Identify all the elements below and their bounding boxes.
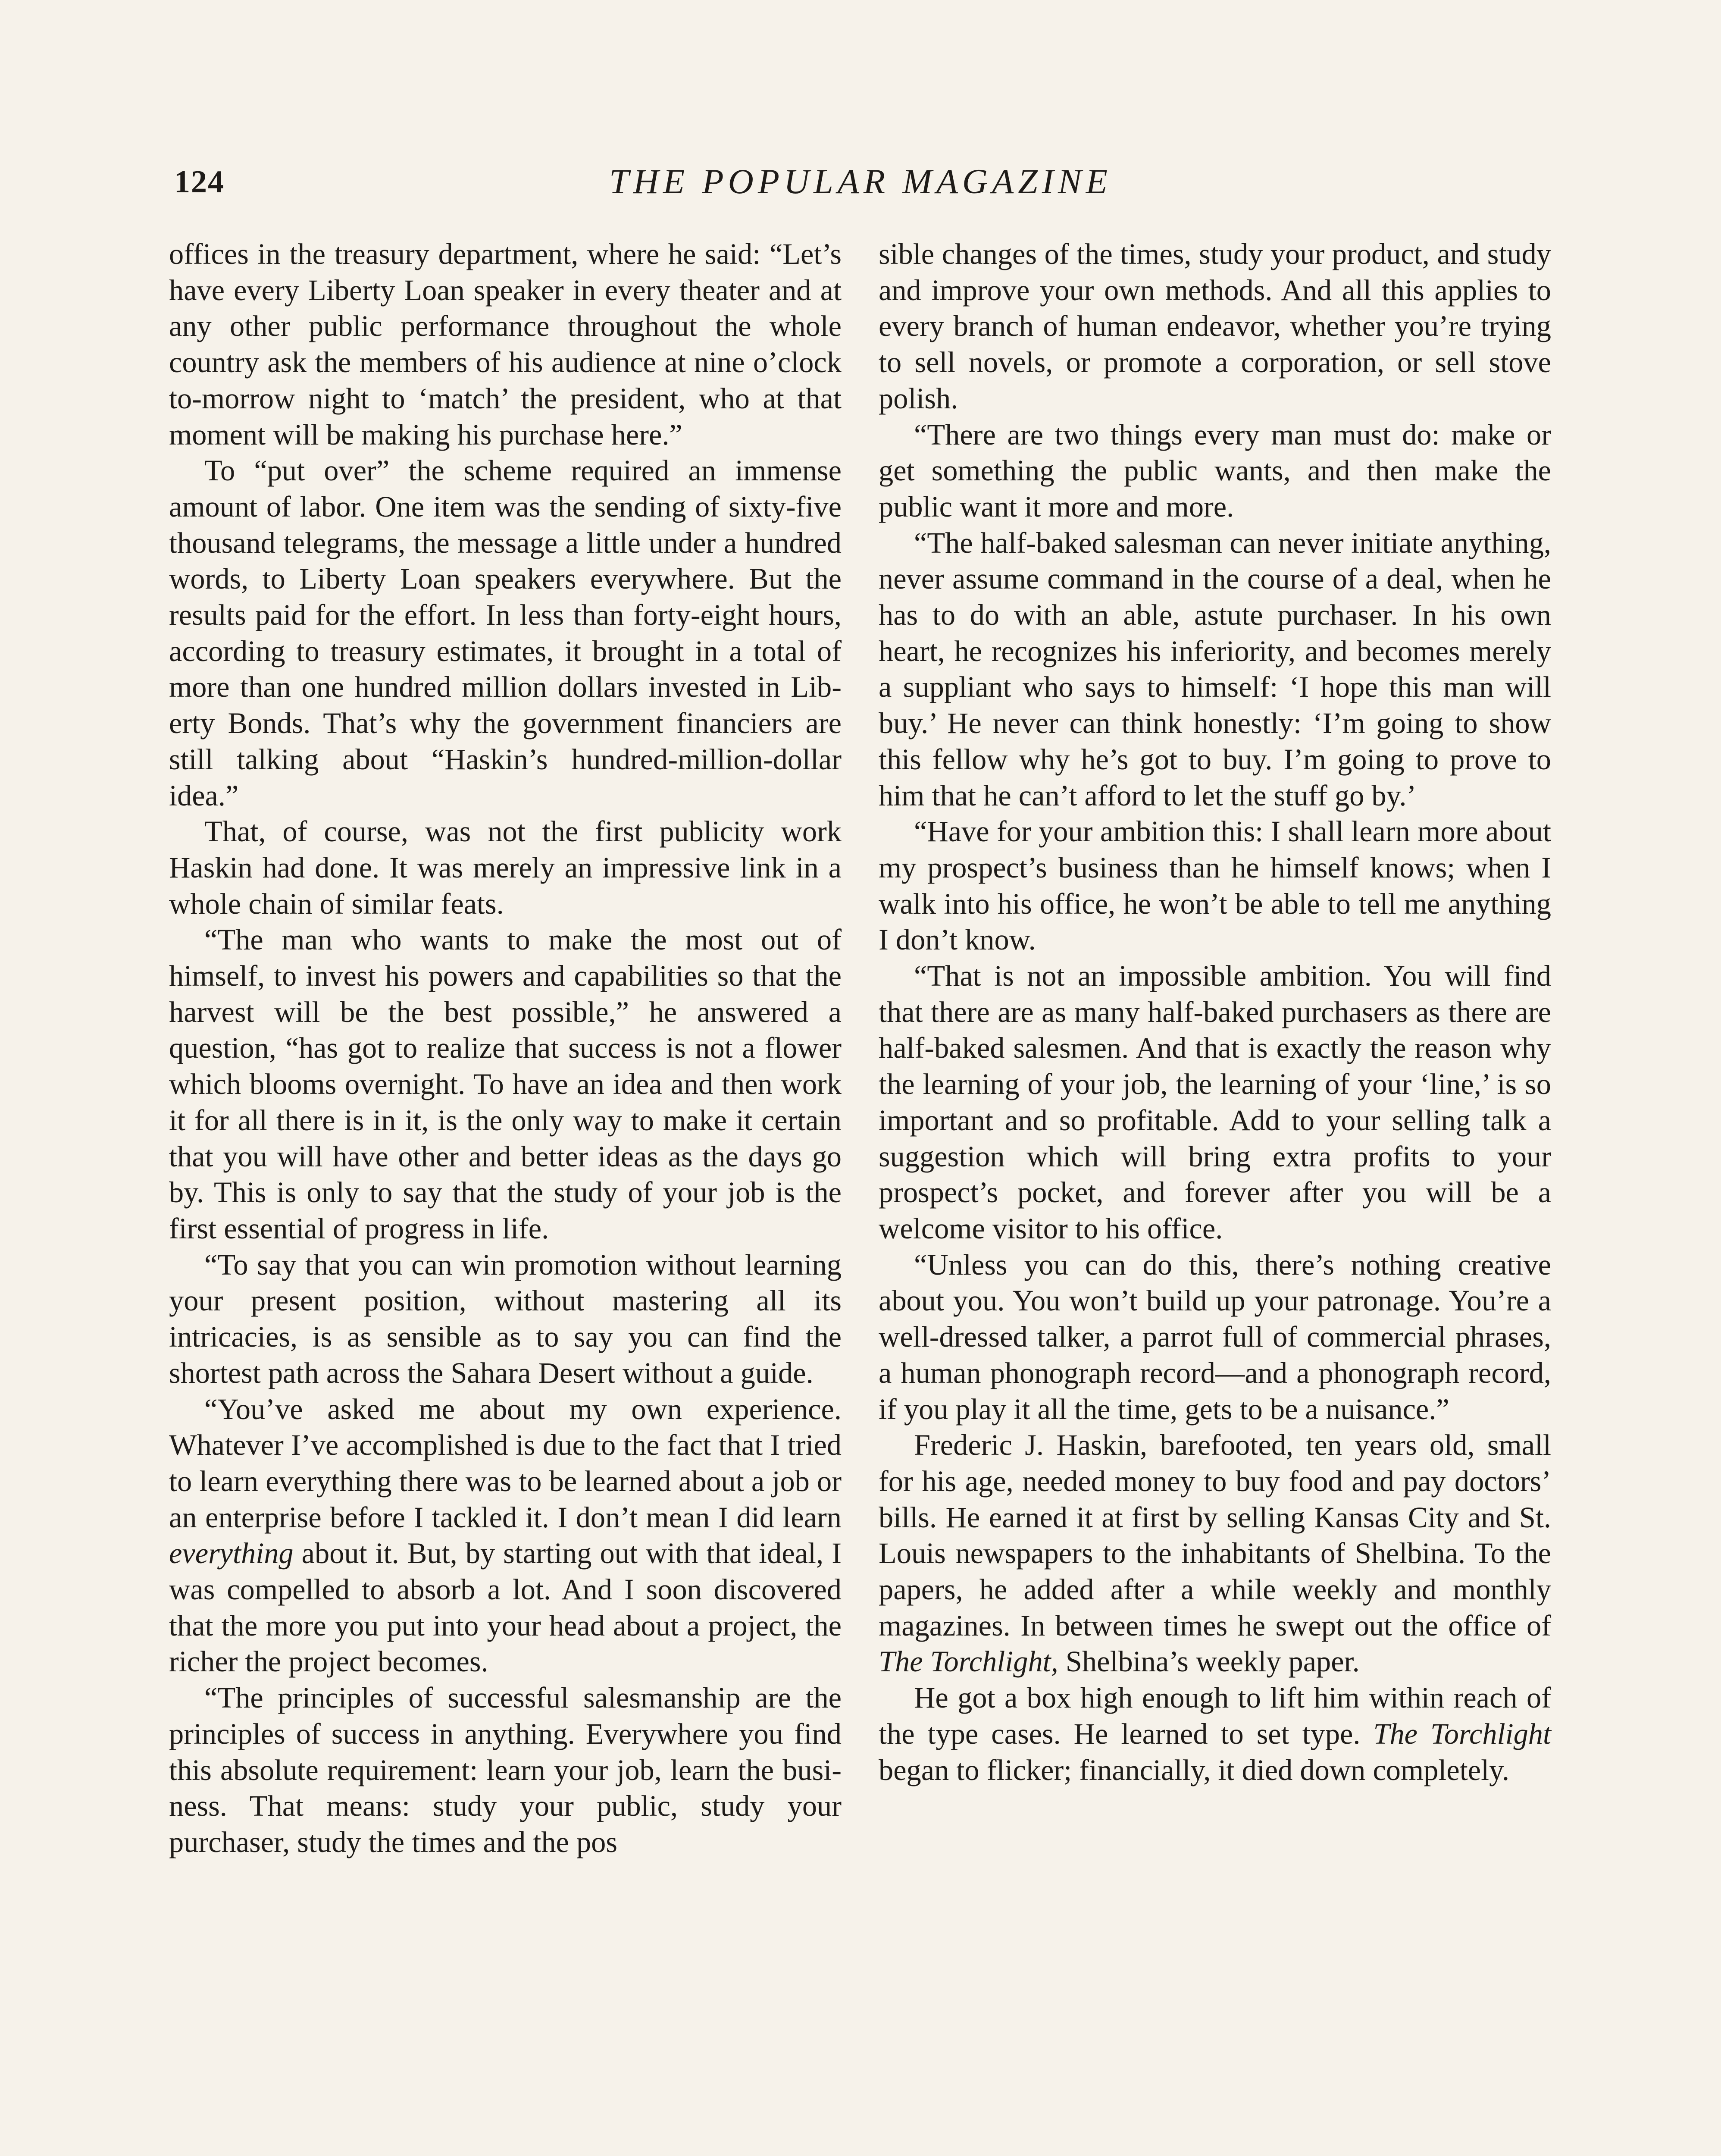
paragraph: “The principles of successful salesmanship are the principles of success in anything. Everywhere you find this absolute requirement: learn your job, learn the business. That means: study your public, study your purchaser, study the times and the pos bbox=[169, 1681, 842, 1858]
text-run: “You’ve asked me about my own experience. Whatever I’ve accomplished is due to the fact that I tried to learn everything there was to be learned about a job or an enterprise before I tackled it. I don’t mean I did learn bbox=[169, 1392, 842, 1534]
paragraph: “The half-baked salesman can never initiate anything, never assume command in the course of a deal, when he has to do with an able, astute purchaser. In his own heart, he recognizes his inferiority, and becomes merely a suppliant who says to himself: ‘I hope this man will buy.’ He never can think honestly: ‘I’m going to show this fellow why he’s got to buy. I’m going to prove to him that he can’t afford to let the stuff go by.’ bbox=[879, 526, 1551, 812]
emphasis: The Torchlight bbox=[1373, 1717, 1551, 1750]
paragraph: “There are two things every man must do: make or get something the public wants, and then make the public want it more and more. bbox=[879, 418, 1551, 523]
right-column bbox=[879, 236, 1551, 1788]
paragraph: sible changes of the times, study your product, and study and improve your own methods. And all this applies to every branch of human endeavor, whether you’re trying to sell novels, or promote a corporation, or sell stove polish. bbox=[879, 238, 1551, 415]
paragraph: “That is not an impossible ambition. You will find that there are as many half-baked purchasers as there are half-baked salesmen. And that is exactly the reason why the learning of your job, the learning of your ‘line,’ is so important and so profitable. Add to your selling talk a suggestion which will bring extra profits to your prospect’s pocket, and forever after you will be a welcome visitor to his office. bbox=[879, 959, 1551, 1245]
text-run: He got a box high enough to lift him within reach of the type cases. He learned to set type. bbox=[879, 1681, 1551, 1750]
paragraph: To “put over” the scheme required an immense amount of labor. One item was the sending of sixty-five thousand telegrams, the message a little under a hundred words, to Liberty Loan speakers everywhere. But the results paid for the effort. In less than forty-eight hours, according to treasury estimates, it brought in a total of more than one hundred million dollars invested in Liberty Bonds. That’s why the government financiers are still talking about “Haskin’s hundred-million-dollar idea.” bbox=[169, 454, 842, 812]
paragraph: “The man who wants to make the most out of himself, to invest his powers and capabilities so that the harvest will be the best possible,” he answered a question, “has got to realize that success is not a flower which blooms overnight. To have an idea and then work it for all there is in it, is the only way to make it certain that you will have other and better ideas as the days go by. This is only to say that the study of your job is the first essential of progress in life. bbox=[169, 923, 842, 1245]
paragraph bbox=[879, 1427, 1551, 1680]
paragraph: “Have for your ambition this: I shall learn more about my prospect’s business than he himself knows; when I walk into his office, he won’t be able to tell me anything I don’t know. bbox=[879, 815, 1551, 956]
paragraph: That, of course, was not the first publicity work Haskin had done. It was merely an impressive link in a whole chain of similar feats. bbox=[169, 815, 842, 920]
paragraph bbox=[879, 1680, 1551, 1788]
paragraph: “Unless you can do this, there’s nothing creative about you. You won’t build up your patronage. You’re a well-dressed talker, a parrot full of commercial phrases, a human phonograph record—and a phonograph record, if you play it all the time, gets to be a nuisance.” bbox=[879, 1248, 1551, 1426]
paragraph: “To say that you can win promotion without learning your present position, without mastering all its intricacies, is as sensible as to say you can find the shortest path across the Sahara Desert without a guide. bbox=[169, 1248, 842, 1389]
text-run: Shelbina’s weekly paper. bbox=[1058, 1645, 1360, 1678]
emphasis: The Torchlight, bbox=[879, 1645, 1058, 1678]
paragraph bbox=[169, 1391, 842, 1680]
page-number: 124 bbox=[174, 164, 225, 200]
text-run: began to flicker; financially, it died down completely. bbox=[879, 1753, 1509, 1786]
paragraph: offices in the treasury department, where he said: “Let’s have every Liberty Loan speaker in every theater and at any other public performance throughout the whole country ask the members of his audience at nine o’clock to-morrow night to ‘match’ the president, who at that moment will be making his purchase here.” bbox=[169, 238, 842, 451]
text-run: about it. But, by starting out with that ideal, I was compelled to absorb a lot. And I soon discovered that the more you put into your head about a project, the richer the project becomes. bbox=[169, 1537, 842, 1678]
text-run: Frederic J. Haskin, barefooted, ten years old, small for his age, needed money to buy food and pay doctors’ bills. He earned it at first by selling Kansas City and St. Louis newspapers to the inhabitants of Shelbina. To the papers, he added after a while weekly and monthly magazines. In between times he swept out the office of bbox=[879, 1429, 1551, 1642]
left-column bbox=[169, 236, 842, 1861]
magazine-title: THE POPULAR MAGAZINE bbox=[609, 162, 1112, 201]
emphasis: everything bbox=[169, 1537, 294, 1570]
